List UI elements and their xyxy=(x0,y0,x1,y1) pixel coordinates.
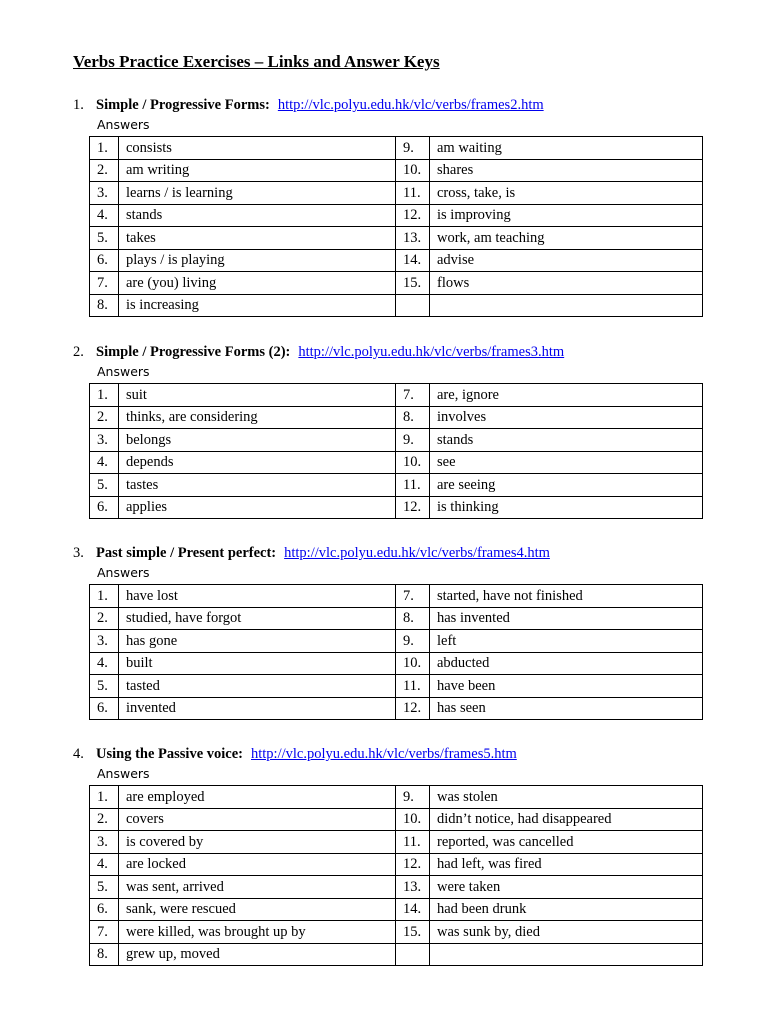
answer-cell: see xyxy=(430,451,703,474)
question-number-cell: 7. xyxy=(90,921,119,944)
section-heading xyxy=(0,545,768,563)
answer-cell: are locked xyxy=(119,853,396,876)
question-number-cell xyxy=(396,943,430,966)
answer-cell: sank, were rescued xyxy=(119,898,396,921)
answer-cell: thinks, are considering xyxy=(119,406,396,429)
answer-cell: takes xyxy=(119,227,396,250)
answer-table xyxy=(89,785,703,966)
answers-label: Answers xyxy=(97,565,150,580)
answer-cell: has seen xyxy=(430,697,703,720)
answer-cell xyxy=(430,943,703,966)
question-number-cell: 13. xyxy=(396,227,430,250)
answer-cell: has invented xyxy=(430,607,703,630)
question-number-cell: 10. xyxy=(396,159,430,182)
answers-label: Answers xyxy=(97,766,150,781)
answer-cell: are seeing xyxy=(430,474,703,497)
question-number-cell: 8. xyxy=(90,294,119,317)
question-number-cell: 8. xyxy=(90,943,119,966)
question-number-cell: 4. xyxy=(90,853,119,876)
question-number-cell: 2. xyxy=(90,607,119,630)
answer-table-body xyxy=(90,384,703,519)
question-number-cell: 4. xyxy=(90,451,119,474)
answer-cell: were taken xyxy=(430,876,703,899)
table-row xyxy=(90,182,703,205)
question-number-cell: 4. xyxy=(90,652,119,675)
question-number-cell: 11. xyxy=(396,182,430,205)
answer-cell: is thinking xyxy=(430,496,703,519)
answer-cell: tastes xyxy=(119,474,396,497)
table-row xyxy=(90,451,703,474)
table-row xyxy=(90,607,703,630)
answer-cell: didn’t notice, had disappeared xyxy=(430,808,703,831)
answer-cell: reported, was cancelled xyxy=(430,831,703,854)
question-number-cell: 3. xyxy=(90,831,119,854)
answer-cell: invented xyxy=(119,697,396,720)
answer-cell: covers xyxy=(119,808,396,831)
question-number-cell: 7. xyxy=(90,272,119,295)
question-number-cell: 10. xyxy=(396,652,430,675)
answer-cell: shares xyxy=(430,159,703,182)
answer-cell: are (you) living xyxy=(119,272,396,295)
question-number-cell xyxy=(396,294,430,317)
answer-cell: learns / is learning xyxy=(119,182,396,205)
question-number-cell: 8. xyxy=(396,607,430,630)
answer-cell: am writing xyxy=(119,159,396,182)
answer-cell: suit xyxy=(119,384,396,407)
question-number-cell: 7. xyxy=(396,384,430,407)
question-number-cell: 10. xyxy=(396,451,430,474)
table-row xyxy=(90,384,703,407)
section-heading xyxy=(0,344,768,362)
question-number-cell: 2. xyxy=(90,159,119,182)
section-title: Simple / Progressive Forms: xyxy=(96,97,270,113)
table-row xyxy=(90,496,703,519)
exercise-link[interactable]: http://vlc.polyu.edu.hk/vlc/verbs/frames5.htm xyxy=(251,746,517,762)
table-row xyxy=(90,137,703,160)
question-number-cell: 15. xyxy=(396,921,430,944)
table-row xyxy=(90,876,703,899)
answer-cell: studied, have forgot xyxy=(119,607,396,630)
section-number: 2. xyxy=(73,344,84,360)
question-number-cell: 6. xyxy=(90,898,119,921)
answer-cell: started, have not finished xyxy=(430,585,703,608)
answer-cell: are employed xyxy=(119,786,396,809)
section-heading xyxy=(0,746,768,764)
exercise-link[interactable]: http://vlc.polyu.edu.hk/vlc/verbs/frames4.htm xyxy=(284,545,550,561)
answers-label: Answers xyxy=(97,117,150,132)
answer-cell: stands xyxy=(430,429,703,452)
answer-cell: was stolen xyxy=(430,786,703,809)
answer-cell xyxy=(430,294,703,317)
question-number-cell: 11. xyxy=(396,474,430,497)
answer-cell: applies xyxy=(119,496,396,519)
answer-cell: had left, was fired xyxy=(430,853,703,876)
question-number-cell: 1. xyxy=(90,384,119,407)
section-heading xyxy=(0,97,768,115)
question-number-cell: 14. xyxy=(396,249,430,272)
table-row xyxy=(90,921,703,944)
question-number-cell: 13. xyxy=(396,876,430,899)
question-number-cell: 1. xyxy=(90,786,119,809)
table-row xyxy=(90,406,703,429)
section-title: Simple / Progressive Forms (2): xyxy=(96,344,291,360)
table-row xyxy=(90,585,703,608)
answer-cell: depends xyxy=(119,451,396,474)
question-number-cell: 9. xyxy=(396,137,430,160)
question-number-cell: 3. xyxy=(90,182,119,205)
answer-table-body xyxy=(90,786,703,966)
answer-cell: has gone xyxy=(119,630,396,653)
question-number-cell: 1. xyxy=(90,585,119,608)
answer-cell: cross, take, is xyxy=(430,182,703,205)
answers-label: Answers xyxy=(97,364,150,379)
table-row xyxy=(90,227,703,250)
section-title: Using the Passive voice: xyxy=(96,746,243,762)
answer-table xyxy=(89,584,703,720)
table-row xyxy=(90,204,703,227)
answer-cell: are, ignore xyxy=(430,384,703,407)
question-number-cell: 11. xyxy=(396,831,430,854)
answer-cell: is increasing xyxy=(119,294,396,317)
answer-cell: consists xyxy=(119,137,396,160)
question-number-cell: 12. xyxy=(396,496,430,519)
question-number-cell: 6. xyxy=(90,697,119,720)
table-row xyxy=(90,249,703,272)
table-row xyxy=(90,159,703,182)
question-number-cell: 9. xyxy=(396,786,430,809)
table-row xyxy=(90,294,703,317)
answer-cell: stands xyxy=(119,204,396,227)
answer-cell: belongs xyxy=(119,429,396,452)
question-number-cell: 8. xyxy=(396,406,430,429)
question-number-cell: 5. xyxy=(90,474,119,497)
answer-cell: tasted xyxy=(119,675,396,698)
question-number-cell: 12. xyxy=(396,853,430,876)
table-row xyxy=(90,786,703,809)
answer-cell: built xyxy=(119,652,396,675)
question-number-cell: 10. xyxy=(396,808,430,831)
table-row xyxy=(90,630,703,653)
answer-cell: involves xyxy=(430,406,703,429)
question-number-cell: 5. xyxy=(90,876,119,899)
table-row xyxy=(90,675,703,698)
answer-cell: is covered by xyxy=(119,831,396,854)
answer-cell: plays / is playing xyxy=(119,249,396,272)
question-number-cell: 12. xyxy=(396,697,430,720)
table-row xyxy=(90,898,703,921)
table-row xyxy=(90,474,703,497)
answer-cell: were killed, was brought up by xyxy=(119,921,396,944)
question-number-cell: 3. xyxy=(90,429,119,452)
answer-cell: grew up, moved xyxy=(119,943,396,966)
answer-cell: flows xyxy=(430,272,703,295)
question-number-cell: 11. xyxy=(396,675,430,698)
answer-table xyxy=(89,136,703,317)
answer-cell: was sent, arrived xyxy=(119,876,396,899)
exercise-link[interactable]: http://vlc.polyu.edu.hk/vlc/verbs/frames2.htm xyxy=(277,97,544,113)
section-title: Past simple / Present perfect: xyxy=(96,545,277,561)
table-row xyxy=(90,808,703,831)
answer-table-body xyxy=(90,137,703,317)
answer-cell: am waiting xyxy=(430,137,703,160)
section-number: 4. xyxy=(73,746,84,762)
question-number-cell: 6. xyxy=(90,249,119,272)
question-number-cell: 7. xyxy=(396,585,430,608)
answer-cell: was sunk by, died xyxy=(430,921,703,944)
document-title: Verbs Practice Exercises – Links and Answer Keys xyxy=(73,52,440,71)
question-number-cell: 2. xyxy=(90,406,119,429)
question-number-cell: 15. xyxy=(396,272,430,295)
answer-cell: had been drunk xyxy=(430,898,703,921)
table-row xyxy=(90,853,703,876)
question-number-cell: 14. xyxy=(396,898,430,921)
table-row xyxy=(90,697,703,720)
answer-cell: have lost xyxy=(119,585,396,608)
exercise-link[interactable]: http://vlc.polyu.edu.hk/vlc/verbs/frames3.htm xyxy=(298,344,565,360)
answer-cell: abducted xyxy=(430,652,703,675)
answer-cell: left xyxy=(430,630,703,653)
question-number-cell: 4. xyxy=(90,204,119,227)
question-number-cell: 9. xyxy=(396,429,430,452)
table-row xyxy=(90,272,703,295)
answer-table-body xyxy=(90,585,703,720)
answer-cell: have been xyxy=(430,675,703,698)
answer-table xyxy=(89,383,703,519)
answer-cell: work, am teaching xyxy=(430,227,703,250)
table-row xyxy=(90,831,703,854)
table-row xyxy=(90,429,703,452)
section-number: 3. xyxy=(73,545,84,561)
question-number-cell: 9. xyxy=(396,630,430,653)
question-number-cell: 6. xyxy=(90,496,119,519)
question-number-cell: 1. xyxy=(90,137,119,160)
table-row xyxy=(90,652,703,675)
question-number-cell: 5. xyxy=(90,675,119,698)
answer-cell: advise xyxy=(430,249,703,272)
question-number-cell: 12. xyxy=(396,204,430,227)
question-number-cell: 2. xyxy=(90,808,119,831)
question-number-cell: 5. xyxy=(90,227,119,250)
answer-cell: is improving xyxy=(430,204,703,227)
section-number: 1. xyxy=(73,97,84,113)
table-row xyxy=(90,943,703,966)
question-number-cell: 3. xyxy=(90,630,119,653)
